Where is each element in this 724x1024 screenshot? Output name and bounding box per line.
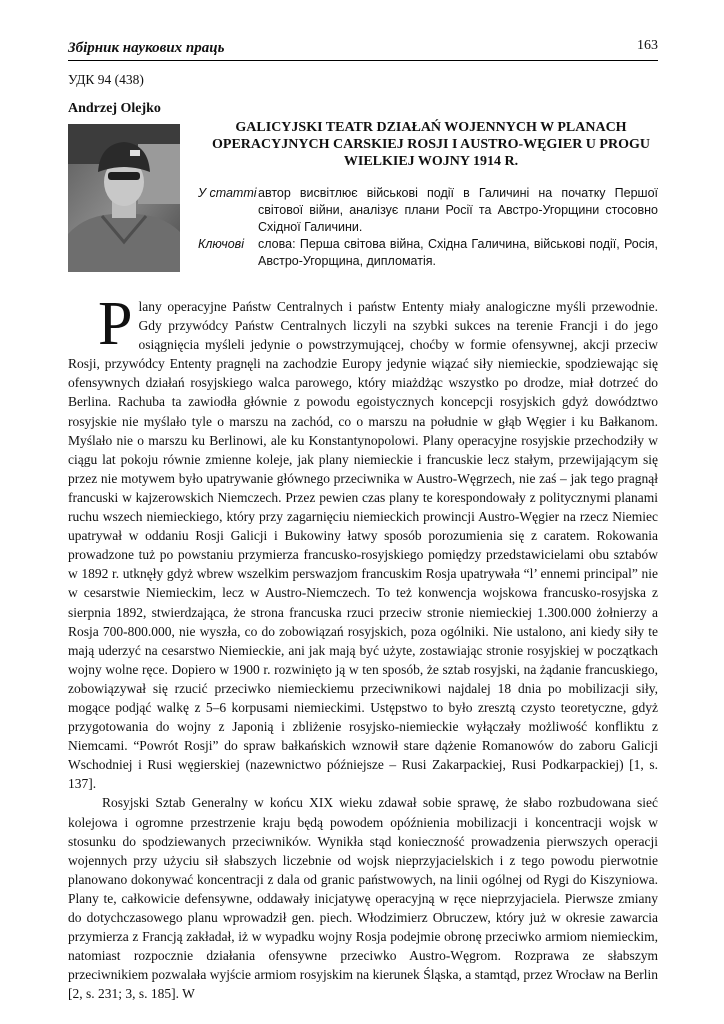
abstract-keywords: [198, 236, 658, 270]
udc-code: УДК 94 (438): [68, 72, 144, 87]
article-title: GALICYJSKI TEATR DZIAŁAŃ WOJENNYCH W PLANACH OPERACYJNYCH CARSKIEJ ROSJI I AUSTRO-WĘGIER U PROGU WIELKIEJ WOJNY 1914 R.: [212, 120, 650, 169]
page-number: 163: [637, 38, 658, 53]
abstract-text: автор висвітлює військові події в Галичині на початку Першої світової війни, аналізує плани Росії та Австро-Угорщини стосовно Східної Галичини.: [258, 186, 658, 234]
abstract-summary: [198, 185, 658, 236]
abstract: [198, 185, 658, 270]
abstract-label: У статті: [198, 186, 257, 200]
keywords-text: слова: Перша світова війна, Східна Галичина, військові події, Росія, Австро-Угорщина, дипломатія.: [258, 237, 658, 268]
paragraph-2: Rosyjski Sztab Generalny w końcu XIX wieku zdawał sobie sprawę, że słabo rozbudowana sieć kolejowa i ogromne przestrzenie kraju będą powodem opóźnienia mobilizacji i koncentracji wojsk w stosunku do spodziewanych przeciwników. Wynikła stąd konieczność prowadzenia pierwszych operacji wojennych przy użyciu sił słabszych liczebnie od wojsk nieprzyjacielskich i z tego powodu pierwotnie planowano dokonywać koncentracji z dala od granic państwowych, na linii ogólnej od Rygi do Kiszyniowa. Plany te, całkowicie defensywne, oddawały inicjatywę operacyjną w ręce nieprzyjaciela. Pierwsze zmiany do dotychczasowego planu wprowadził gen. piech. Włodzimierz Obruczew, który już w okresie zawarcia przymierza z Francją zakładał, iż w wypadku wojny Rosja podejmie obronę przeciwko armiom niemieckim, natomiast rozpocznie działania ofensywne przeciwko Austro-Węgrom. Rozprawa ze słabszym przeciwnikiem pozwalała wyjście armiom rosyjskim na kierunek Śląska, a stamtąd, przez Wrocław na Berlin [2, s. 231; 3, s. 185]. W: [68, 795, 658, 1002]
journal-title: Збірник наукових праць: [68, 40, 225, 56]
running-header: [68, 38, 658, 60]
header-rule: [68, 60, 658, 61]
article-body: [68, 290, 658, 1003]
paragraph-1: [68, 290, 658, 793]
author-name: Andrzej Olejko: [68, 101, 161, 116]
drop-cap: P: [98, 290, 133, 358]
paragraph-1-text: lany operacyjne Państw Centralnych i państw Ententy miały analogiczne myśli przewodnie. Gdy przywódcy Państw Centralnych liczyli na szybki sukces na terenie Francji i do jego osiągnięcia myśleli jedynie o powstrzymującej, choćby w formie ofensywnej, akcji przeciw Rosji, przywódcy Ententy pragnęli na zachodzie Europy jedynie wiązać siły niemieckie, spodziewając się ofensywnych działań rosyjskiego walca parowego, który miażdżąc wszystko po drodze, miał dotrzeć do Berlina. Rachuba ta zawiodła głównie z powodu egoistycznych koncepcji rosyjskich gdyż dowództwo rosyjskie nie myślało tyle o marszu na zachód, co o marszu na południe w głąb Węgier i ku Bałkanom. Myślało nie o marszu ku Berlinowi, ale ku Konstantynopolowi. Plany operacyjne rosyjskie przechodziły w ciągu lat pokoju równie zmienne koleje, jak plany niemieckie i francuskie lecz stałym, przewijającym się przez nie motywem było upatrywanie głównego przeciwnika w Austro-Węgrzech, nie zaś – jak tego pragnął francuski w kajzerowskich Niemczech. Przez pewien czas plany te korespondowały z politycznymi planami ruchu wszech niemieckiego, który przy zagarnięciu niemieckich prowincji Austro-Węgier na rzecz Niemiec upatrywał w oddaniu Rosji Galicji i Bukowiny łatwy sposób porozumienia się z caratem. Rokowania prowadzone tuż po powstaniu przymierza francusko-rosyjskiego pomiędzy przedstawicielami obu sztabów w 1892 r. utknęły gdyż wbrew wszelkim perswazjom francuskim Rosja upatrywała “l’ ennemi principal” nie w cesarstwie Niemieckim, lecz w Austro-Niemczech. To też konwencja wojskowa francusko-rosyjska z sierpnia 1892, stwierdzająca, że strona francuska rzuci przeciw stronie niemieckiej 1.300.000 żołnierzy a Rosja 700-800.000, nie wyszła, co do zobowiązań rosyjskich, poza ogólniki. Nie ustalono, ani kiedy siły te mają uderzyć na cesarstwo Niemieckie, ani jak mają być użyte, zostawiając stronie rosyjskiej w początkach wojny wolne ręce. Dopiero w 1900 r. rozwinięto ją w ten sposób, że sztab rosyjski, na żądanie francuskiego, zobowiązywał się rzucić przeciwko niemieckiemu przeciwnikowi najdalej 18 dnia po mobilizacji siły, mogące podjąć walkę z 5–6 korpusami niemieckimi. Ustępstwo to było zresztą czysto teoretyczne, gdyż przygotowania do wojny z Japonią i zbliżenie rosyjsko-niemieckie wyłączały możliwość konfliktu z Niemcami. “Powrót Rosji” do spraw bałkańskich wznowił stare dążenie Romanowów do zaboru Galicji Wschodniej i Rusi węgierskiej (nazewnictwo późniejsze – Rusi Zakarpackiej, Rusi Podkarpackiej) [1, s. 137].: [68, 299, 658, 792]
keywords-label: Ключові: [198, 237, 244, 251]
author-photo: [68, 124, 180, 272]
